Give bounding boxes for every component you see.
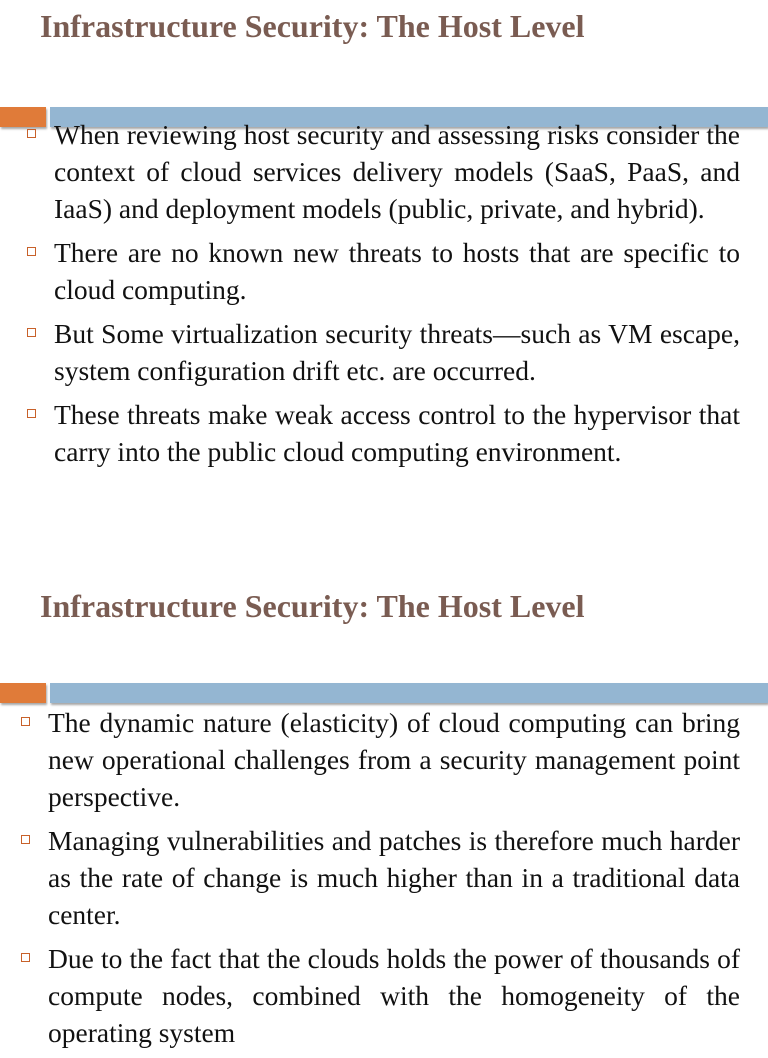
bullet-text: But Some virtualization security threats—such as VM escape, system configuration drift etc. are occurred. [54,318,740,386]
bullet-text: Due to the fact that the clouds holds the power of thousands of compute nodes, combined with the homogeneity of the operating system [48,943,740,1048]
bullet-item [26,116,740,227]
bullet-text: There are no known new threats to hosts that are specific to cloud computing. [54,237,740,305]
slide-title: Infrastructure Security: The Host Level [40,8,585,44]
accent-bar-blue [50,683,768,703]
hollow-square-bullet-icon [21,953,30,962]
bullet-text: Managing vulnerabilities and patches is therefore much harder as the rate of change is much higher than in a traditional data center. [48,825,740,930]
hollow-square-bullet-icon [27,247,36,256]
hollow-square-bullet-icon [21,835,30,844]
bullet-list [20,704,740,1058]
bullet-item [20,940,740,1051]
hollow-square-bullet-icon [21,717,30,726]
bullet-item [20,822,740,933]
bullet-item [20,704,740,815]
bullet-item [26,315,740,389]
slide-2 [0,576,768,1048]
hollow-square-bullet-icon [27,328,36,337]
bullet-text: These threats make weak access control to the hypervisor that carry into the public cloud computing environment. [54,399,740,467]
bullet-list [26,116,740,477]
hollow-square-bullet-icon [27,129,36,138]
bullet-item [26,396,740,470]
slide-title: Infrastructure Security: The Host Level [40,588,585,624]
accent-bar-orange [0,683,46,703]
bullet-text: The dynamic nature (elasticity) of cloud computing can bring new operational challenges from a security management point perspective. [48,707,740,812]
bullet-item [26,234,740,308]
bullet-text: When reviewing host security and assessing risks consider the context of cloud services delivery models (SaaS, PaaS, and IaaS) and deployment models (public, private, and hybrid). [54,119,740,224]
hollow-square-bullet-icon [27,409,36,418]
